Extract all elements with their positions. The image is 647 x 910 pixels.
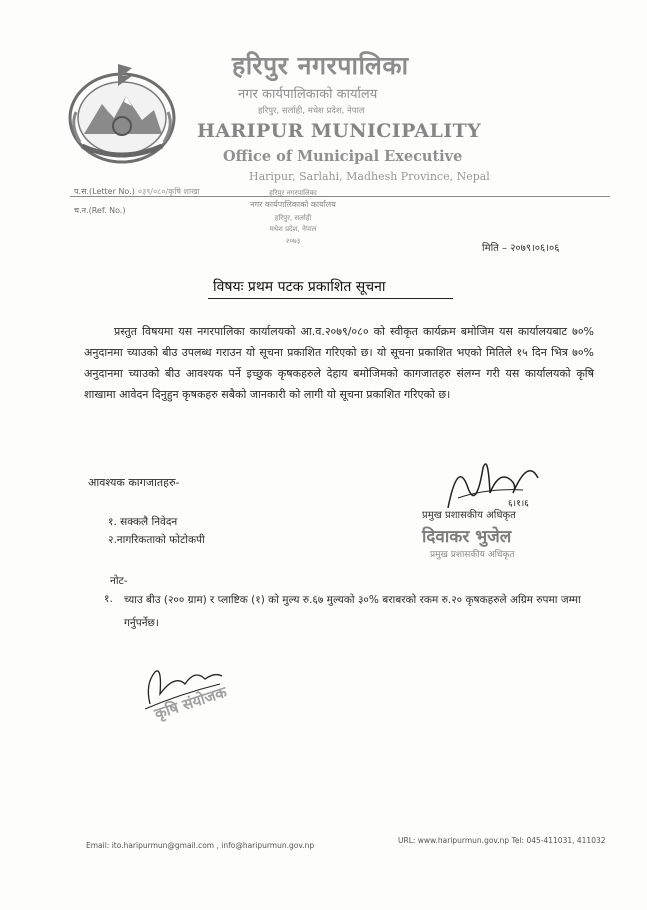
signatory-role: प्रमुख प्रशासकीय अधिकृत [422,510,516,521]
office-title-nepali: नगर कार्यपालिकाको कार्यालय [238,87,378,102]
reference-number [74,205,129,216]
signatory-stamp-role: प्रमुख प्रशासकीय अधिकृत [430,550,515,560]
note-label: नोट- [110,575,128,587]
office-title-english: Office of Municipal Executive [223,148,463,165]
header-divider [70,196,610,197]
nepal-emblem-icon [62,56,182,168]
note-number: १. [104,593,113,605]
address-nepali: हरिपुर, सर्लाही, मधेश प्रदेश, नेपाल [258,106,365,116]
letter-date: मिति – २०७९।०६।०६ [482,243,560,254]
requirements-title: आवश्यक कागजातहरु- [88,476,180,489]
office-stamp [250,183,336,255]
stamp-line-3: हरिपुर, सर्लाही [274,214,312,222]
signatory-name: दिवाकर भुजेल [422,527,512,547]
notice-body: प्रस्तुत विषयमा यस नगरपालिका कार्यालयको आ.व.२०७९/०८० को स्वीकृत कार्यक्रम बमोजिम यस कार्यालयबाट ७०% अनुदानमा च्याउको बीउ उपलब्ध गराउन यो सूचना प्रकाशित गरिएको छ। यो सूचना प्रकाशित भएको मितिले १५ दिन भित्र ७०% अनुदानमा च्याउको बीउ आवश्यक पर्ने इच्छुक कृषकहरुले देहाय बमोजिमको कागजातहरु संलग्न गरी यस कार्यालयको कृषि शाखामा आवेदन दिनुहुन कृषकहरु सबैको जानकारी को लागी यो सूचना प्रकाशित गरिएको छ। [84,325,594,401]
requirement-item: १. सक्कलै निवेदन [108,516,178,528]
note-text: च्याउ बीउ (२०० ग्राम) र प्लाष्टिक (१) को मुल्य रु.६७ मुल्यको ३०% बराबरको रकम रु.२० कृषकहरुले अग्रिम रुपमा जम्मा गर्नुपर्नेछ। [124,594,581,629]
stamp-line-1: हरिपुर नगरपालिका [269,189,317,197]
reference-number-label: च.न.(Ref. No.) [74,206,126,215]
footer-email: Email: ito.haripurmun@gmail.com , info@haripurmun.gov.np [86,841,315,850]
stamp-line-4: मधेश प्रदेश, नेपाल [269,225,317,233]
signature-date: ६।१।६ [508,499,529,509]
footer-url: URL: www.haripurmun.gov.np Tel: 045-411031, 411032 [398,836,606,845]
letter-number-value: ०३९/०८०/कृषि शाखा [137,187,200,196]
stamp-line-2: नगर कार्यपालिकाको कार्यालय [250,200,336,209]
coordinator-stamp: कृषि संयोजक [152,682,229,724]
address-english: Haripur, Sarlahi, Madhesh Province, Nepal [249,170,490,183]
letter-number-label: प.स.(Letter No.) [74,187,135,196]
subject-underline [208,298,453,299]
subject-line: विषयः प्रथम पटक प्रकाशित सूचना [213,279,386,295]
municipality-title-nepali: हरिपुर नगरपालिका [232,51,409,80]
municipality-title-english: HARIPUR MUNICIPALITY [197,120,482,142]
stamp-line-5: २०७३ [285,237,301,245]
requirement-item: २.नागरिकताको फोटोकपी [108,534,205,546]
